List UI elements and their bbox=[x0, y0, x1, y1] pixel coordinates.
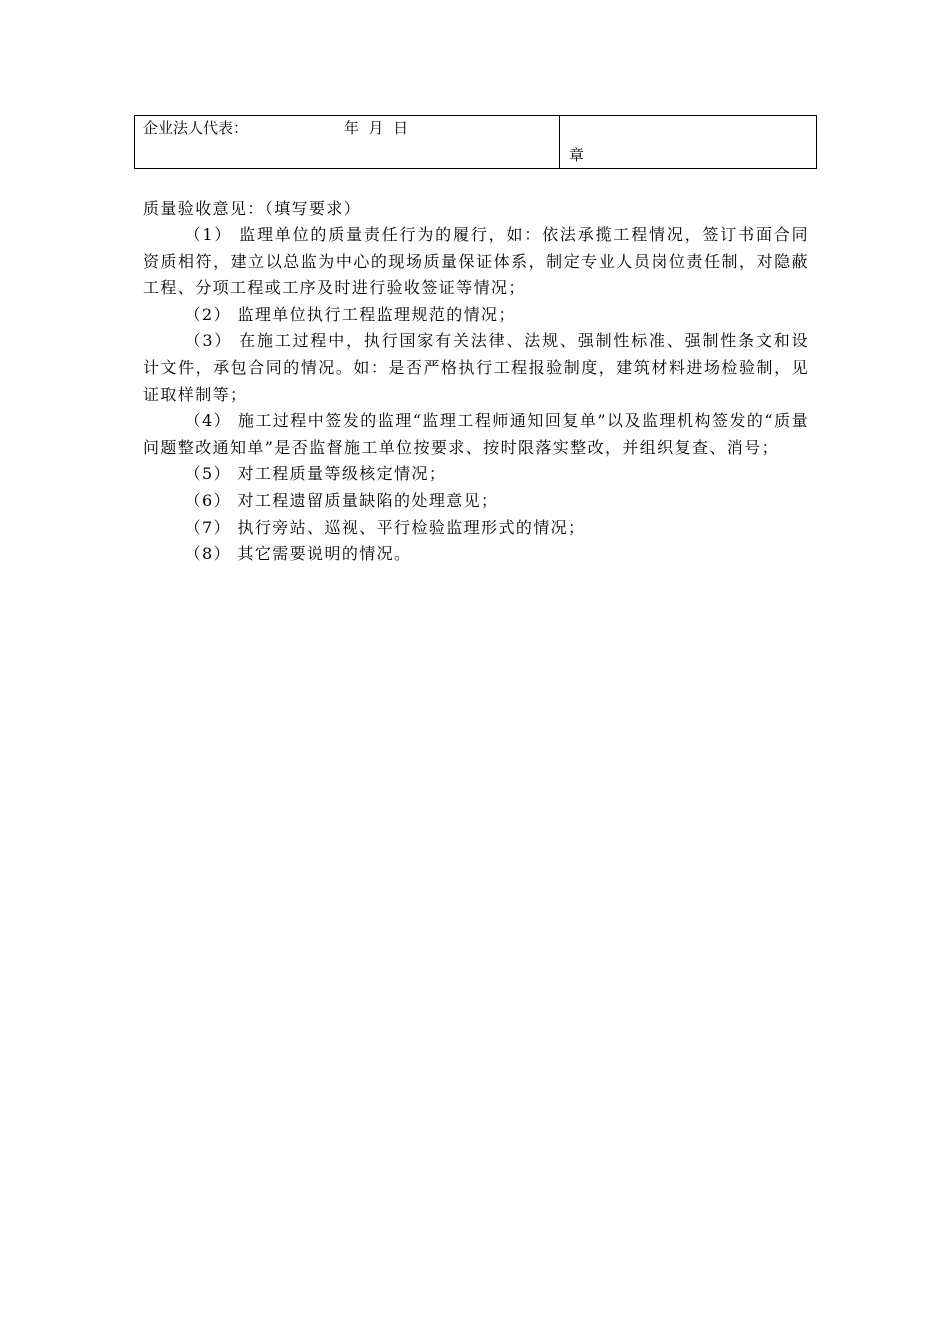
requirement-item-6: （6） 对工程遗留质量缺陷的处理意见； bbox=[184, 490, 499, 510]
representative-cell bbox=[135, 116, 560, 168]
section-heading: 质量验收意见：（填写要求） bbox=[143, 199, 362, 218]
quality-acceptance-section bbox=[143, 196, 809, 568]
requirement-item-5: （5） 对工程质量等级核定情况； bbox=[184, 464, 447, 484]
requirement-item-3: （3） 在施工过程中，执行国家有关法律、法规、强制性标准、强制性条文和设计文件，承包合同的情况。如：是否严格执行工程报验制度，建筑材料进场检验制，见证取样制等； bbox=[143, 331, 809, 404]
requirement-item-4: （4） 施工过程中签发的监理“监理工程师通知回复单”以及监理机构签发的“质量问题整改通知单”是否监督施工单位按要求、按时限落实整改，并组织复查、消号； bbox=[143, 411, 809, 457]
requirement-item-1: （1） 监理单位的质量责任行为的履行，如：依法承揽工程情况，签订书面合同资质相符，建立以总监为中心的现场质量保证体系，制定专业人员岗位责任制，对隐蔽工程、分项工程或工序及时进行验收签证等情况； bbox=[143, 225, 809, 298]
requirement-item-7: （7） 执行旁站、巡视、平行检验监理形式的情况； bbox=[184, 517, 586, 537]
seal-cell bbox=[560, 116, 816, 168]
legal-representative-label: 企业法人代表： bbox=[143, 119, 249, 137]
requirement-item-8: （8） 其它需要说明的情况。 bbox=[184, 544, 412, 564]
date-label: 年 月 日 bbox=[344, 119, 409, 137]
seal-label: 章 bbox=[569, 146, 585, 164]
requirement-item-2: （2） 监理单位执行工程监理规范的情况； bbox=[184, 304, 516, 324]
signature-table bbox=[134, 115, 817, 169]
